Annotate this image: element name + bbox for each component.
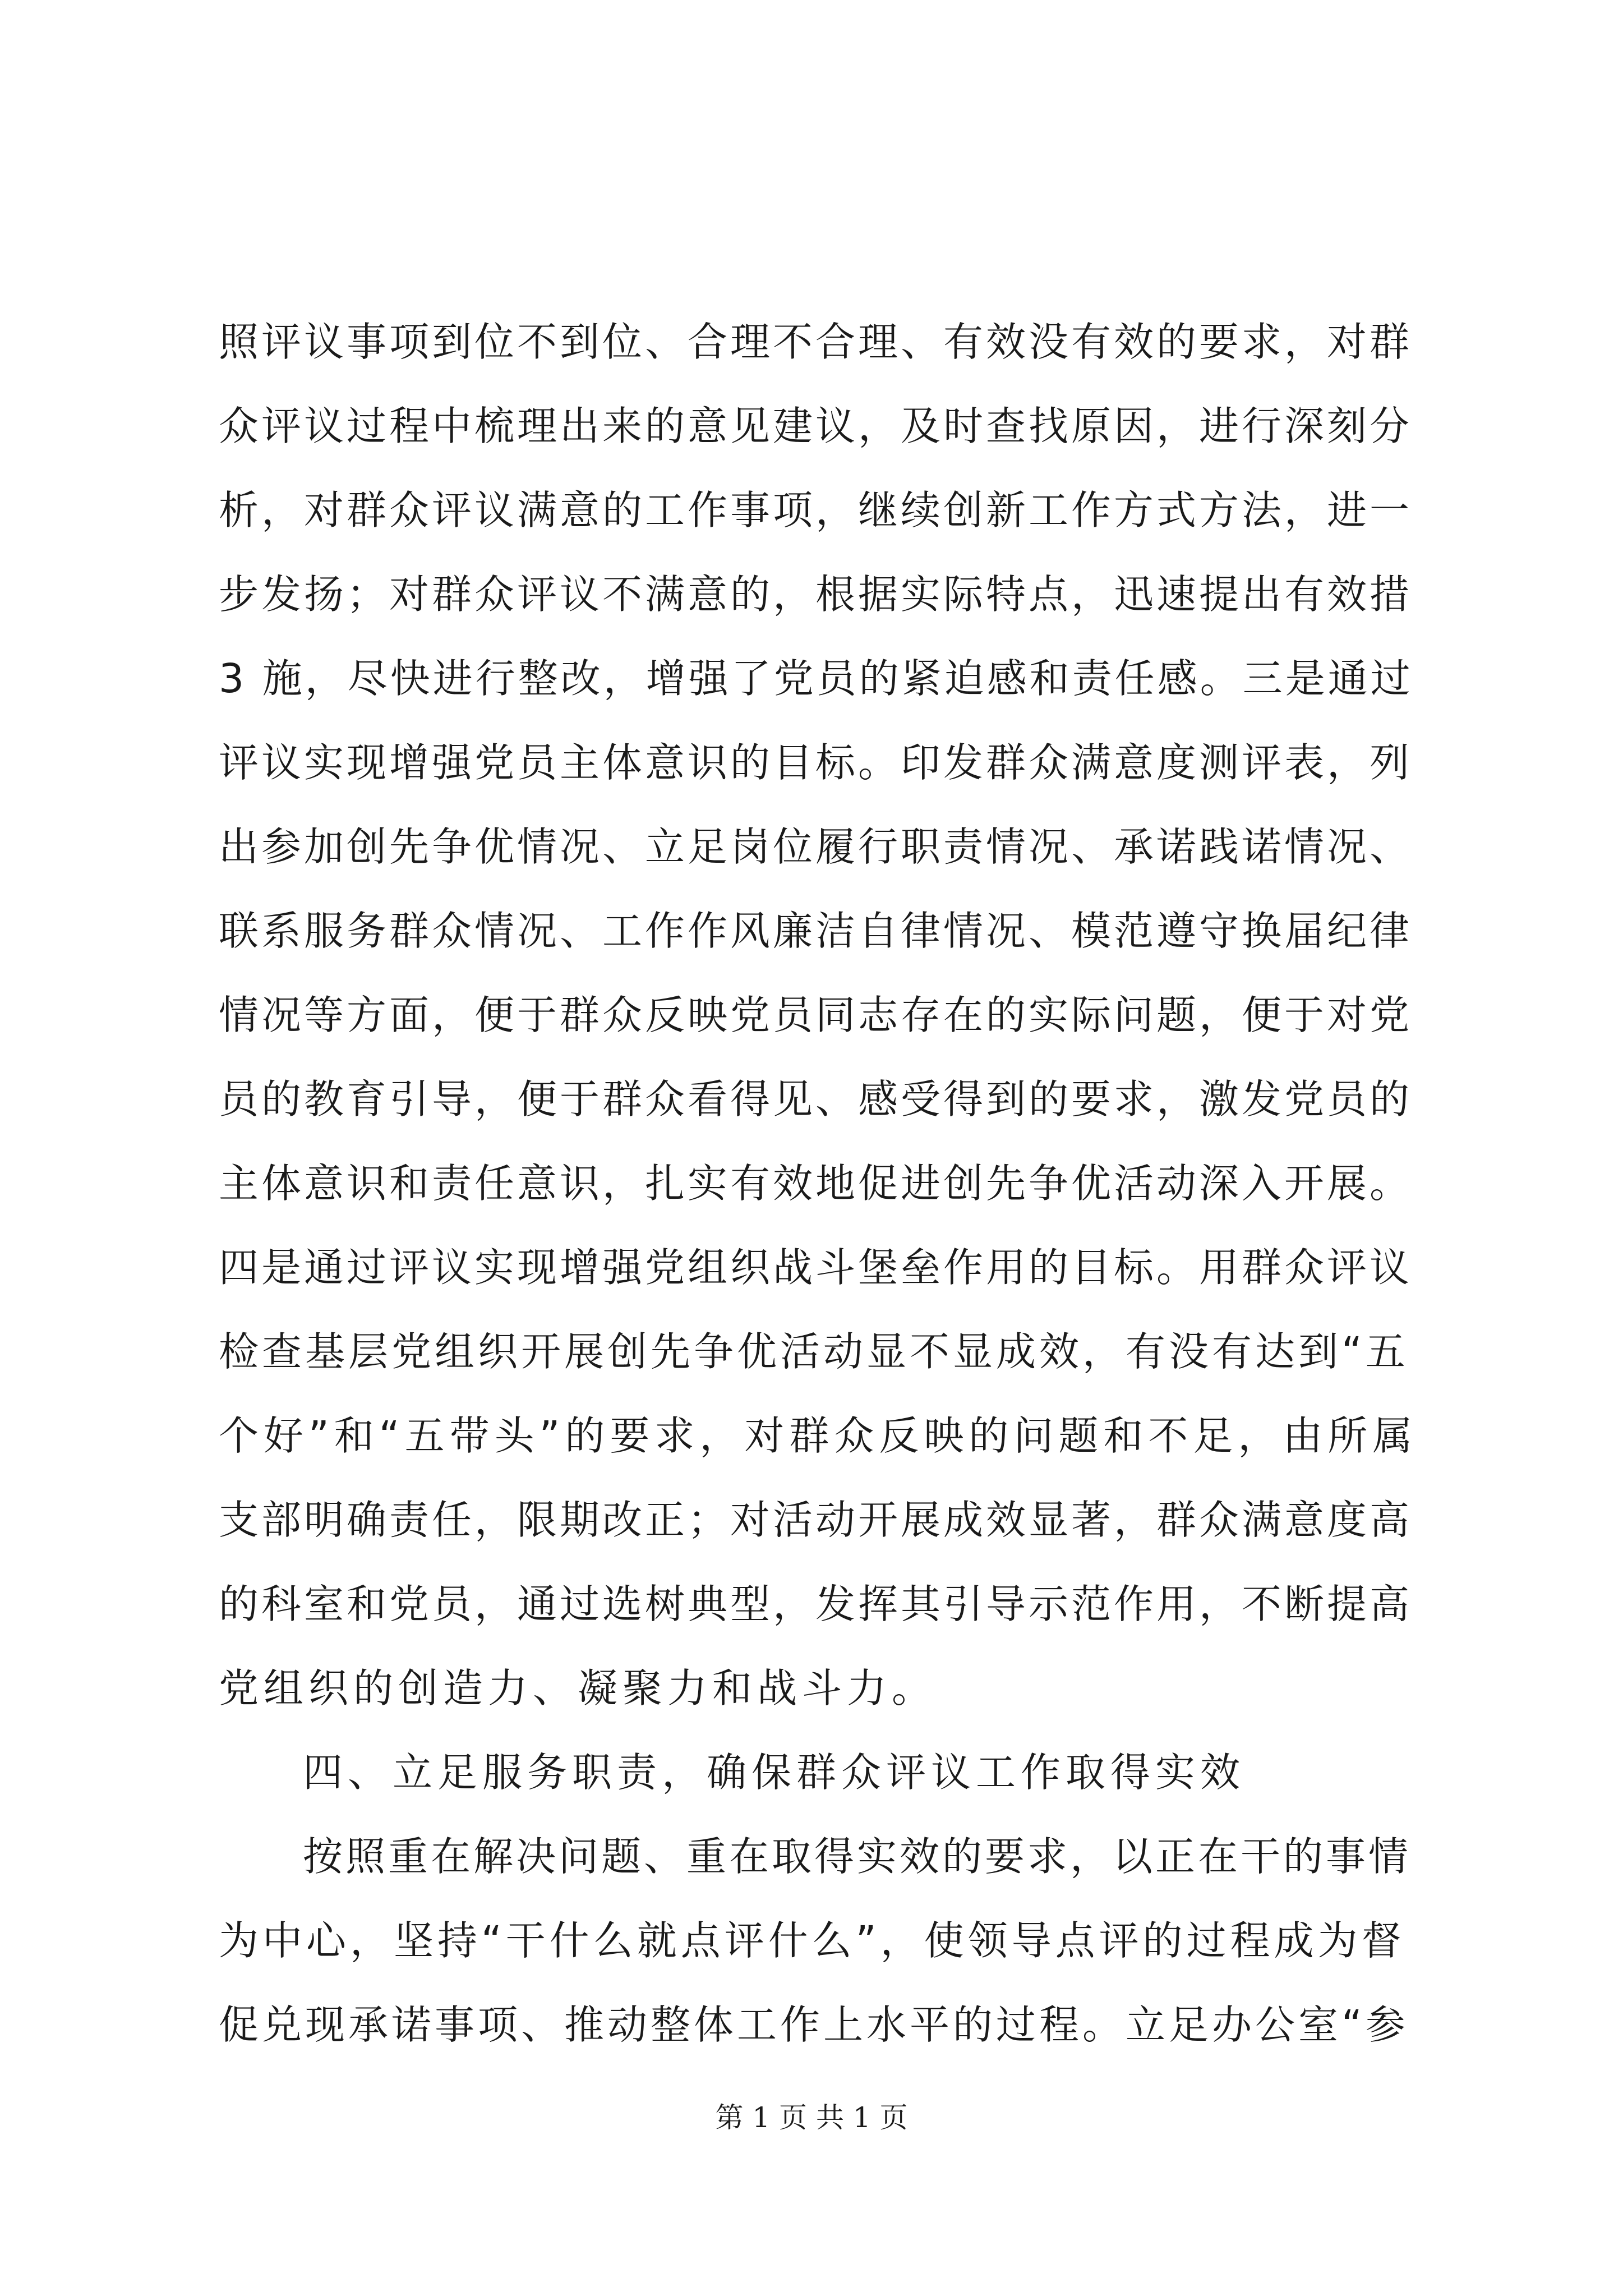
text-line: 众评议过程中梳理出来的意见建议，及时查找原因，进行深刻分 — [219, 403, 1413, 449]
text-line: 检查基层党组织开展创先争优活动显不显成效，有没有达到“五 — [219, 1328, 1409, 1375]
text-line: 个好”和“五带头”的要求，对群众反映的问题和不足，由所属 — [219, 1412, 1418, 1459]
text-line: 党组织的创造力、凝聚力和战斗力。 — [219, 1665, 937, 1711]
text-line: 主体意识和责任意识，扎实有效地促进创先争优活动深入开展。 — [219, 1160, 1413, 1207]
text-line: 员的教育引导，便于群众看得见、感受得到的要求，激发党员的 — [219, 1076, 1413, 1122]
body-text — [219, 300, 1419, 2067]
text-line: 步发扬；对群众评议不满意的，根据实际特点，迅速提出有效措 — [219, 571, 1413, 618]
text-line: 四是通过评议实现增强党组织战斗堡垒作用的目标。用群众评议 — [219, 1244, 1413, 1291]
text-line: 支部明确责任，限期改正；对活动开展成效显著，群众满意度高 — [219, 1497, 1413, 1543]
page-footer: 第 1 页 共 1 页 — [715, 2101, 908, 2134]
text-line: 为中心，坚持“干什么就点评什么”，使领导点评的过程成为督 — [219, 1917, 1405, 1964]
text-line: 按照重在解决问题、重在取得实效的要求，以正在干的事情 — [303, 1833, 1412, 1880]
text-line: 的科室和党员，通过选树典型，发挥其引导示范作用，不断提高 — [219, 1581, 1413, 1627]
text-line: 3 施，尽快进行整改，增强了党员的紧迫感和责任感。三是通过 — [219, 655, 1413, 702]
text-line: 评议实现增强党员主体意识的目标。印发群众满意度测评表，列 — [219, 739, 1413, 786]
text-line: 照评议事项到位不到位、合理不合理、有效没有效的要求，对群 — [219, 319, 1413, 365]
text-line: 出参加创先争优情况、立足岗位履行职责情况、承诺践诺情况、 — [219, 823, 1413, 870]
text-line: 联系服务群众情况、工作作风廉洁自律情况、模范遵守换届纪律 — [219, 908, 1413, 954]
text-line: 析，对群众评议满意的工作事项，继续创新工作方式方法，进一 — [219, 487, 1413, 533]
text-line: 四、立足服务职责，确保群众评议工作取得实效 — [303, 1749, 1246, 1796]
text-line: 促兑现承诺事项、推动整体工作上水平的过程。立足办公室“参 — [219, 2001, 1409, 2048]
text-line: 情况等方面，便于群众反映党员同志存在的实际问题，便于对党 — [219, 992, 1413, 1038]
